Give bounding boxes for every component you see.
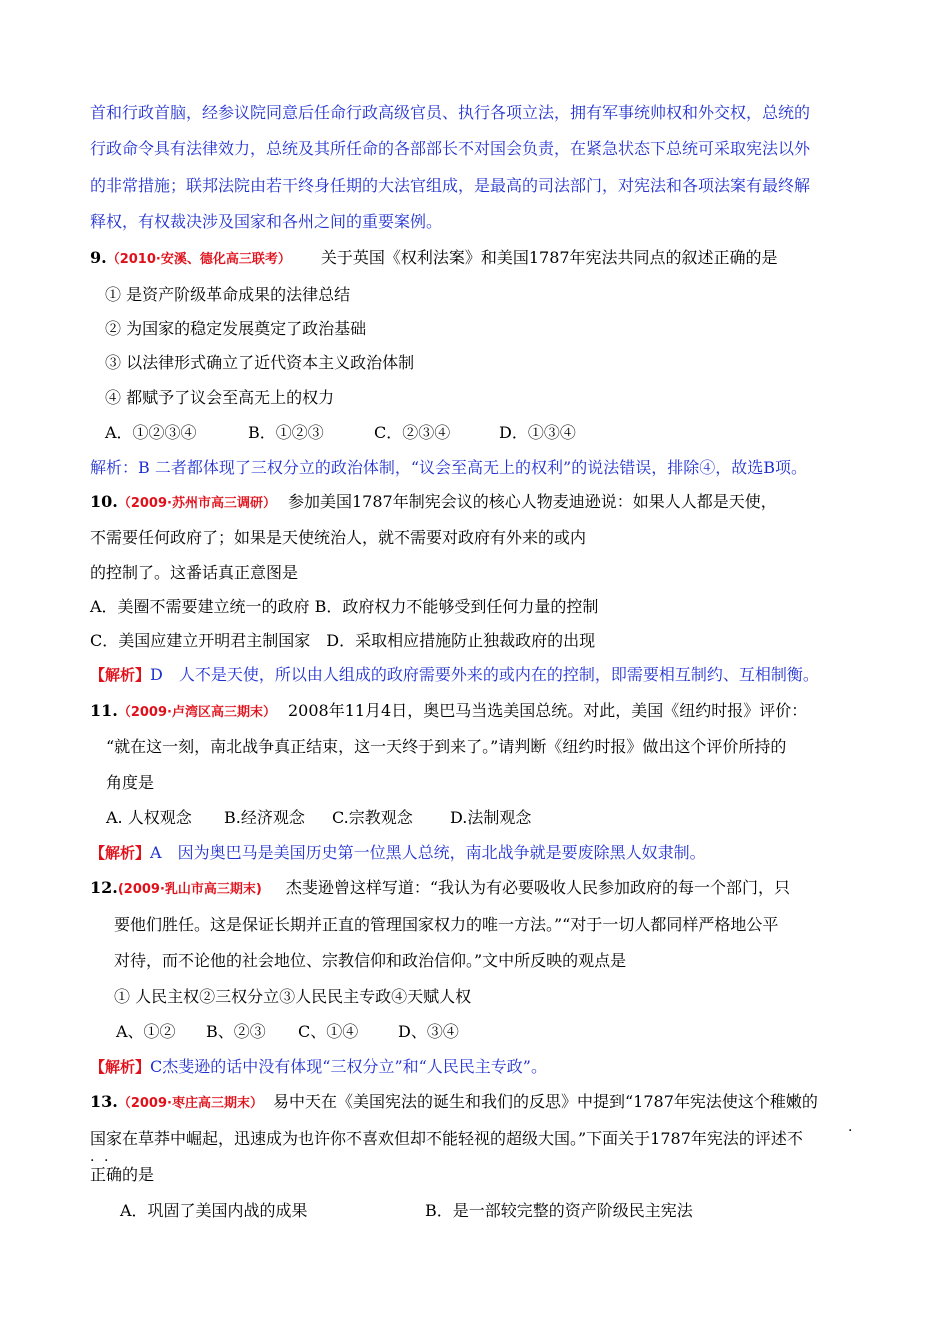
- question-number: 11.: [90, 701, 118, 720]
- question-source: （2009·枣庄高三期末）: [117, 1096, 263, 1111]
- analysis-tag: 【解析】: [90, 1058, 151, 1076]
- q13-stem-line-3: 正确的是: [90, 1165, 155, 1184]
- q12-stem-line-3: 对待，而不论他的社会地位、宗教信仰和政治信仰。”文中所反映的观点是: [114, 951, 627, 970]
- question-text: 关于英国《权利法案》和美国1787年宪法共同点的叙述正确的是: [320, 248, 778, 267]
- q10-stem-line-2: 不需要任何政府了；如果是天使统治人，就不需要对政府有外来的或内: [90, 528, 587, 547]
- question-11-stem: [90, 700, 807, 724]
- analysis-text: D 人不是天使，所以由人组成的政府需要外来的或内在的控制，即需要相互制约、互相制衡。: [150, 665, 819, 684]
- question-source: (2009·乳山市高三期末): [117, 882, 262, 897]
- q12-option-c: C、①④: [298, 1022, 359, 1041]
- q9-item-3: ③ 以法律形式确立了近代资本主义政治体制: [105, 353, 415, 372]
- question-source: （2009·苏州市高三调研）: [117, 496, 276, 511]
- question-text: 杰斐逊曾这样写道：“我认为有必要吸收人民参加政府的每一个部门，只: [285, 878, 791, 897]
- intro-line-2: 行政命令具有法律效力，总统及其所任命的各部部长不对国会负责，在紧急状态下总统可采取宪法以外: [90, 139, 811, 158]
- emphasis-dot: .: [848, 1119, 853, 1135]
- question-source: （2010·安溪、德化高三联考）: [106, 252, 291, 267]
- question-12-stem: [90, 877, 790, 901]
- q9-option-b: B．①②③: [248, 423, 324, 442]
- q13-option-a: A．巩固了美国内战的成果: [120, 1201, 308, 1220]
- q12-items: ① 人民主权②三权分立③人民民主专政④天赋人权: [114, 987, 472, 1006]
- q12-analysis: [90, 1056, 547, 1078]
- q11-option-b: B.经济观念: [224, 808, 305, 827]
- q13-stem-line-2: 国家在草莽中崛起，迅速成为也许你不喜欢但却不能轻视的超级大国。”下面关于1787年宪法的评述不: [90, 1129, 803, 1148]
- analysis-tag: 【解析】: [90, 844, 151, 862]
- q9-item-4: ④ 都赋予了议会至高无上的权力: [105, 388, 335, 407]
- intro-line-3: 的非常措施；联邦法院由若干终身任期的大法官组成，是最高的司法部门，对宪法和各项法案有最终解: [90, 176, 811, 195]
- q11-option-c: C.宗教观念: [332, 808, 413, 827]
- question-number: 10.: [90, 492, 118, 511]
- question-text: 参加美国1787年制宪会议的核心人物麦迪逊说：如果人人都是天使，: [287, 492, 777, 511]
- q9-item-1: ① 是资产阶级革命成果的法律总结: [105, 285, 351, 304]
- q12-stem-line-2: 要他们胜任。这是保证长期并正直的管理国家权力的唯一方法。”“对于一切人都同样严格地公平: [114, 915, 779, 934]
- analysis-text: C杰斐逊的话中没有体现“三权分立”和“人民民主专政”。: [150, 1057, 547, 1076]
- q12-option-b: B、②③: [206, 1022, 266, 1041]
- question-number: 12.: [90, 878, 118, 897]
- emphasis-dot: .: [90, 1149, 95, 1165]
- question-number: 13.: [90, 1092, 118, 1111]
- q10-stem-line-3: 的控制了。这番话真正意图是: [90, 563, 299, 582]
- q11-analysis: [90, 842, 706, 864]
- question-9-stem: [90, 247, 778, 271]
- intro-line-4: 释权，有权裁决涉及国家和各州之间的重要案例。: [90, 212, 443, 231]
- q11-stem-line-2: “就在这一刻，南北战争真正结束，这一天终于到来了。”请判断《纽约时报》做出这个评价所持的: [106, 737, 787, 756]
- question-13-stem: [90, 1091, 818, 1115]
- q10-options-line-1: A．美圈不需要建立统一的政府 B．政府权力不能够受到任何力量的控制: [90, 597, 599, 616]
- q9-item-2: ② 为国家的稳定发展奠定了政治基础: [105, 319, 367, 338]
- q9-analysis: 解析：B 二者都体现了三权分立的政治体制，“议会至高无上的权利”的说法错误，排除④，故选B项。: [90, 458, 807, 477]
- q11-option-a: A. 人权观念: [106, 808, 192, 827]
- analysis-tag: 【解析】: [90, 666, 151, 684]
- q10-analysis: [90, 664, 819, 686]
- q13-option-b: B．是一部较完整的资产阶级民主宪法: [425, 1201, 693, 1220]
- q11-option-d: D.法制观念: [450, 808, 532, 827]
- analysis-text: A 因为奥巴马是美国历史第一位黑人总统，南北战争就是要废除黑人奴隶制。: [150, 843, 706, 862]
- q10-options-line-2: C．美国应建立开明君主制国家 D．采取相应措施防止独裁政府的出现: [90, 631, 596, 650]
- intro-line-1: 首和行政首脑，经参议院同意后任命行政高级官员、执行各项立法，拥有军事统帅权和外交权，总统的: [90, 103, 811, 122]
- question-10-stem: [90, 491, 777, 515]
- q9-option-d: D．①③④: [499, 423, 576, 442]
- emphasis-dot: .: [104, 1149, 109, 1165]
- question-number: 9.: [90, 248, 107, 267]
- q9-option-c: C．②③④: [374, 423, 451, 442]
- q9-option-a: A．①②③④: [105, 423, 197, 442]
- question-text: 2008年11月4日，奥巴马当选美国总统。对此，美国《纽约时报》评价：: [287, 701, 808, 720]
- q12-option-a: A、①②: [116, 1022, 176, 1041]
- question-text: 易中天在《美国宪法的诞生和我们的反思》中提到“1787年宪法使这个稚嫩的: [272, 1092, 818, 1111]
- q11-stem-line-3: 角度是: [106, 773, 155, 792]
- q12-option-d: D、③④: [398, 1022, 459, 1041]
- question-source: （2009·卢湾区高三期末）: [117, 705, 276, 720]
